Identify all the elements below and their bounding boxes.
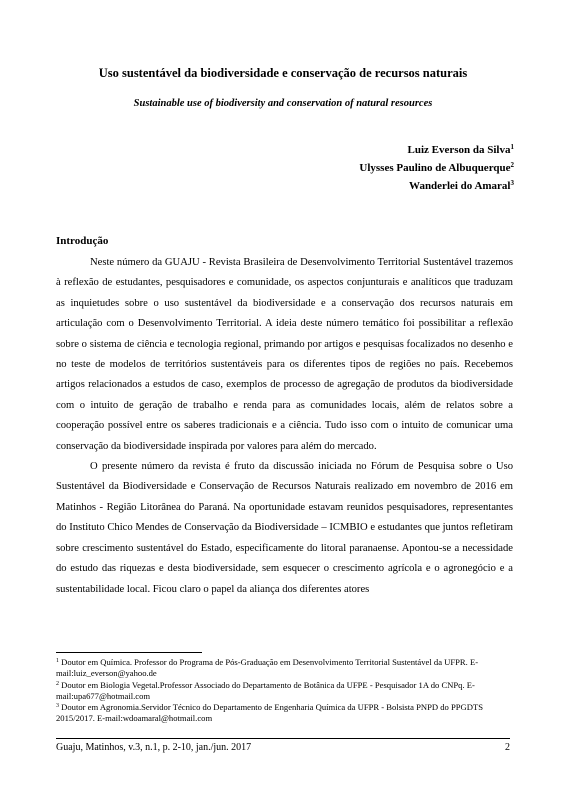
footnote-marker: 2 [510,161,514,169]
page-number: 2 [505,742,510,753]
footer-divider [56,738,510,739]
article-subtitle: Sustainable use of biodiversity and conservation of natural resources [133,98,433,109]
author: Wanderlei do Amaral$^3$ [409,179,514,192]
author: Luiz Everson da Silva$^1$ [407,143,514,156]
paragraph: O presente número da revista é fruto da discussão iniciada no Fórum de Pesquisa sobre o Uso Sustentável da Biodiversidade e Conservação de Recursos Naturais realizado em novembro de 2016 em Matinhos - Região Litorânea do Paraná. Na oportunidade estavam reunidos pesquisadores, representantes do Instituto Chico Mendes de Conservação da Biodiversidade – ICMBIO e estudantes que juntos refletiram sobre crescimento sustentável do Estado, especificamente do litoral paranaense. Apontou-se a necessidade do estudo das riquezas e desta biodiversidade, sem esquecer o crescimento agrícola e o agronegócio e a sustentabilidade local. Ficou claro o papel da aliança dos diferentes atores [56,461,513,595]
footnotes [56,657,516,725]
footnote-marker: 1 [510,143,514,151]
body-text [56,253,513,600]
page-footer [56,742,510,753]
author-list [359,141,514,195]
footnote-marker: 3 [510,179,514,187]
footnote: $^2$ Doutor em Biologia Vegetal.Professor Associado do Departamento de Botânica da UFPE - Pesquisador 1A do CNPq. E-mail:upa677@hotmail.com [56,679,475,701]
footnote: $^1$ Doutor em Química. Professor do Programa de Pós-Graduação em Desenvolvimento Territorial Sustentável da UFPR. E-mail:luiz_everson@yahoo.de [56,657,479,679]
section-heading: Introdução [56,235,109,247]
footnote: $^3$ Doutor em Agronomia.Servidor Técnico do Departamento de Engenharia Química da UFPR - Bolsista PNPD do PPGDTS 2015/2017. E-mail:wdoamaral@hotmail.com [56,702,483,724]
footnote-divider [56,652,202,653]
author: Ulysses Paulino de Albuquerque$^2$ [359,161,514,174]
paragraph: Neste número da GUAJU - Revista Brasileira de Desenvolvimento Territorial Sustentável trazemos à reflexão de estudantes, pesquisadores e comunidade, os aspectos conjunturais e analíticos que traduzam as inquietudes sobre o uso sustentável da biodiversidade e a conservação dos recursos naturais em articulação com o Desenvolvimento Territorial. A ideia deste número temático foi possibilitar a reflexão sobre o sistema de ciência e tecnologia regional, primando por artigos e pesquisas focalizados no desenho e no teste de modelos de territórios sustentáveis para os diferentes tipos de regiões no país. Recebemos artigos relacionados a estudos de caso, exemplos de processo de agregação de produtos da biodiversidade com o intuito de geração de trabalho e renda para as comunidades locais, além de relatos sobre a cooperação possível entre os saberes tradicionais e a ciência. Tudo isso com o intuito de comunicar uma conservação da biodiversidade inspirada por valores para além do mercado. [56,257,513,452]
article-title: Uso sustentável da biodiversidade e conservação de recursos naturais [98,66,468,80]
journal-citation: Guaju, Matinhos, v.3, n.1, p. 2-10, jan./jun. 2017 [56,742,252,753]
